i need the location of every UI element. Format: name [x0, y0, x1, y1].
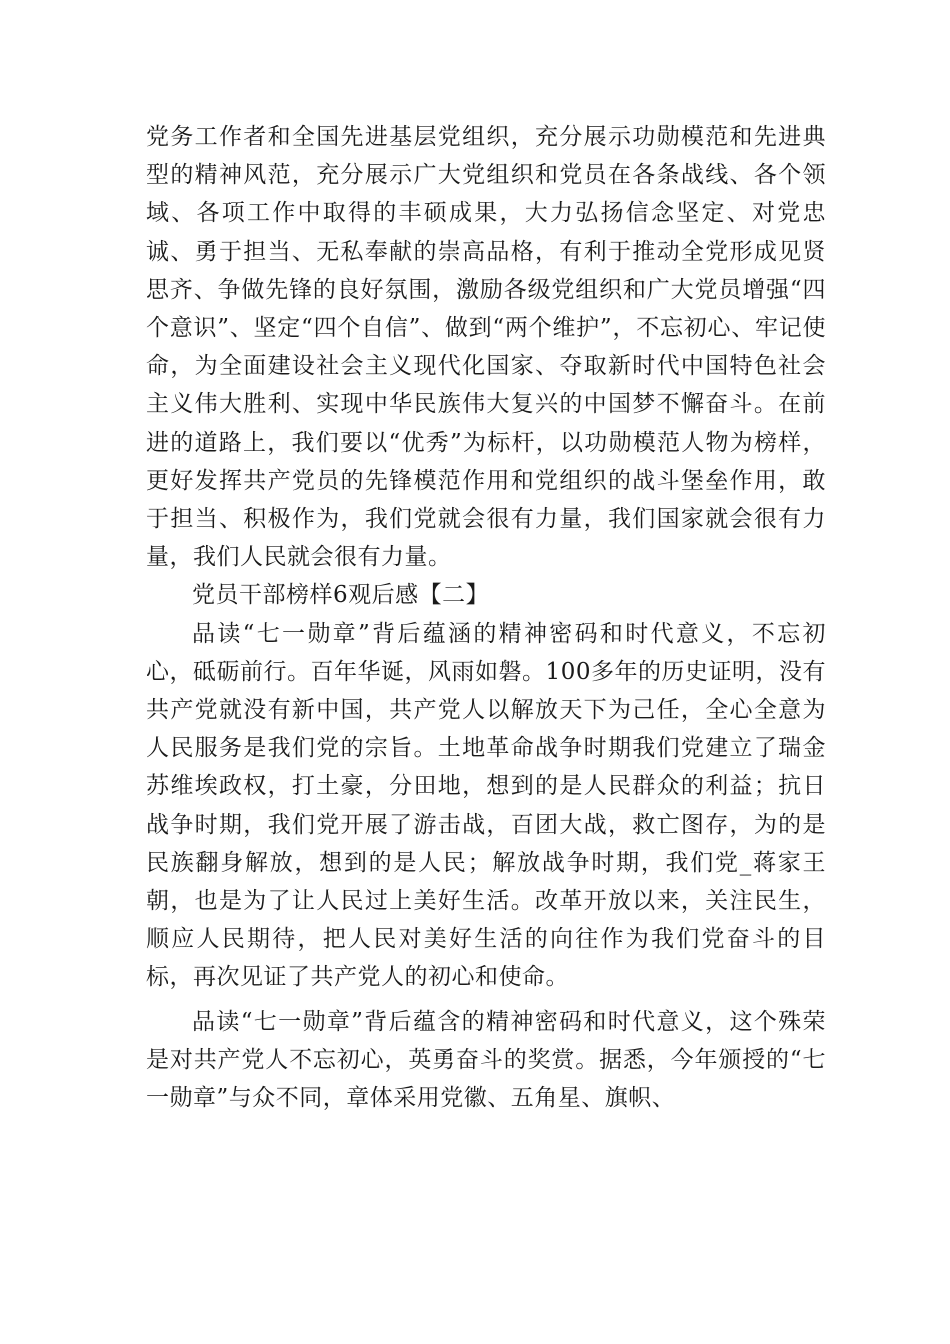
paragraph: 品读“七一勋章”背后蕴涵的精神密码和时代意义，不忘初心，砥砺前行。百年华诞，风雨如磐。100多年的历史证明，没有共产党就没有新中国，共产党人以解放天下为己任，全心全意为人民服务是我们党的宗旨。土地革命战争时期我们党建立了瑞金苏维埃政权，打土豪，分田地，想到的是人民群众的利益；抗日战争时期，我们党开展了游击战，百团大战，救亡图存，为的是民族翻身解放，想到的是人民；解放战争时期，我们党_蒋家王朝，也是为了让人民过上美好生活。改革开放以来，关注民生，顺应人民期待，把人民对美好生活的向往作为我们党奋斗的目标，再次见证了共产党人的初心和使命。: [146, 620, 826, 991]
paragraph-continued: 党务工作者和全国先进基层党组织，充分展示功勋模范和先进典型的精神风范，充分展示广大党组织和党员在各条战线、各个领域、各项工作中取得的丰硕成果，大力弘扬信念坚定、对党忠诚、勇于担当、无私奉献的崇高品格，有利于推动全党形成见贤思齐、争做先锋的良好氛围，激励各级党组织和广大党员增强“四个意识”、坚定“四个自信”、做到“两个维护”，不忘初心、牢记使命，为全面建设社会主义现代化国家、夺取新时代中国特色社会主义伟大胜利、实现中华民族伟大复兴的中国梦不懈奋斗。在前进的道路上，我们要以“优秀”为标杆，以功勋模范人物为榜样，更好发挥共产党员的先锋模范作用和党组织的战斗堡垒作用，敢于担当、积极作为，我们党就会很有力量，我们国家就会很有力量，我们人民就会很有力量。: [146, 124, 826, 571]
paragraph: 品读“七一勋章”背后蕴含的精神密码和时代意义，这个殊荣是对共产党人不忘初心，英勇奋斗的奖赏。据悉，今年颁授的“七一勋章”与众不同，章体采用党徽、五角星、旗帜、: [146, 1008, 826, 1112]
document-page: [146, 118, 826, 1117]
section-heading: 党员干部榜样6观后感【二】: [192, 582, 490, 609]
